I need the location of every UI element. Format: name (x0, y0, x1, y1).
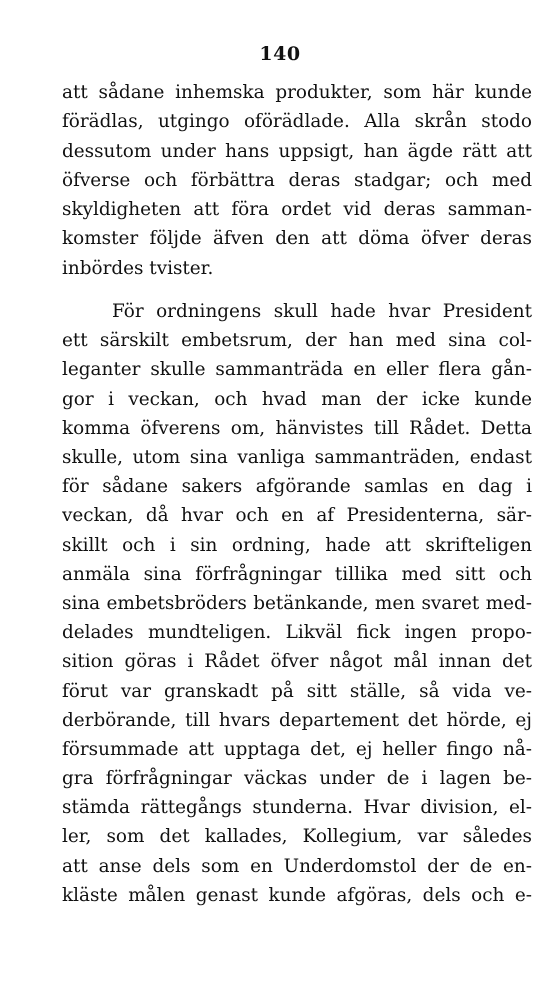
text-line: sition göras i Rådet öfver något mål innan det (62, 651, 532, 673)
page-number: 140 (259, 43, 301, 65)
text-line: leganter skulle sammanträda en eller flera gån- (62, 359, 532, 381)
text-line: stämda rättegångs stunderna. Hvar division, el- (62, 797, 532, 819)
paragraph-1 (62, 78, 532, 283)
text-line: gor i veckan, och hvad man der icke kunde (62, 388, 532, 410)
text-line: för sådane sakers afgörande samlas en dag i (62, 476, 532, 498)
text-line: För ordningens skull hade hvar President (112, 301, 532, 323)
body-text (62, 78, 532, 910)
text-line: delades mundteligen. Likväl fick ingen propo- (62, 622, 532, 644)
paragraph-2 (62, 297, 532, 910)
text-line: gra förfrågningar väckas under de i lagen be- (62, 768, 532, 790)
text-line: öfverse och förbättra deras stadgar; och med (62, 169, 532, 191)
text-line: kläste målen genast kunde afgöras, dels och e- (62, 884, 532, 906)
text-line: skyldigheten att föra ordet vid deras samman- (62, 199, 532, 221)
text-line: försummade att upptaga det, ej heller fingo nå- (62, 738, 532, 760)
text-line: derbörande, till hvars departement det hörde, ej (62, 709, 532, 731)
text-line: komma öfverens om, hänvistes till Rådet. Detta (62, 417, 532, 439)
text-line: skillt och i sin ordning, hade att skrifteligen (62, 534, 532, 556)
text-line: inbördes tvister. (62, 257, 214, 279)
paragraph-gap (62, 283, 532, 297)
text-line: komster följde äfven den att döma öfver deras (62, 228, 532, 250)
text-line: anmäla sina förfrågningar tillika med sitt och (62, 563, 532, 585)
text-line: förut var granskadt på sitt ställe, så vida ve- (62, 680, 532, 702)
text-line: att anse dels som en Underdomstol der de en- (62, 855, 532, 877)
text-line: sina embetsbröders betänkande, men svaret med- (62, 592, 532, 614)
text-line: skulle, utom sina vanliga sammanträden, endast (62, 447, 532, 469)
text-line: veckan, då hvar och en af Presidenterna, sär- (62, 505, 532, 527)
text-line: ett särskilt embetsrum, der han med sina col- (62, 330, 532, 352)
text-line: ler, som det kallades, Kollegium, var således (62, 826, 532, 848)
text-line: dessutom under hans uppsigt, han ägde rätt att (62, 140, 532, 162)
text-line: förädlas, utgingo oförädlade. Alla skrån stodo (62, 111, 532, 133)
text-line: att sådane inhemska produkter, som här kunde (62, 82, 532, 103)
